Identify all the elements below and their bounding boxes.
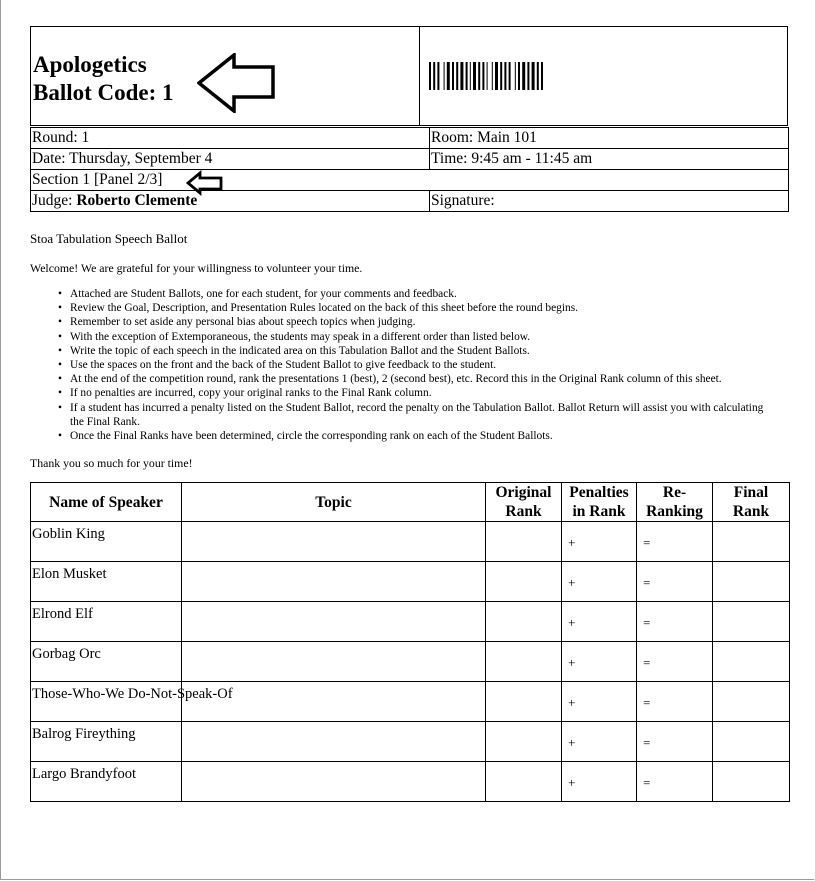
final-rank-cell[interactable] <box>713 522 790 562</box>
header-reranking <box>637 483 713 522</box>
header-penalties <box>562 483 637 522</box>
plus-sign: + <box>568 655 576 670</box>
equals-sign: = <box>643 655 651 670</box>
penalties-cell[interactable] <box>562 722 637 762</box>
header-name-of-speaker: Name of Speaker <box>31 483 182 522</box>
header-penalties-line2: in Rank <box>572 503 626 520</box>
barcode-icon <box>429 62 569 92</box>
table-row <box>31 522 790 562</box>
barcode-bar <box>470 62 471 90</box>
original-rank-cell[interactable] <box>486 682 562 722</box>
thank-you-text: Thank you so much for your time! <box>30 456 193 470</box>
speaker-name: Those-Who-We Do-Not-Speak-Of <box>32 686 233 702</box>
reranking-cell[interactable] <box>637 722 713 762</box>
header-original-rank <box>486 483 562 522</box>
final-rank-cell[interactable] <box>713 762 790 802</box>
event-title-block <box>33 51 174 107</box>
table-row <box>31 642 790 682</box>
penalties-cell[interactable] <box>562 522 637 562</box>
instruction-item: • Once the Final Ranks have been determined, circle the corresponding rank on each of the Student Ballots. <box>70 429 770 443</box>
barcode-bar <box>482 62 484 90</box>
speaker-name-cell <box>31 682 233 722</box>
final-rank-cell[interactable] <box>713 722 790 762</box>
barcode-bar <box>492 62 493 90</box>
penalties-cell[interactable] <box>562 682 637 722</box>
header-final-line2: Rank <box>732 503 770 520</box>
plus-sign: + <box>568 535 576 550</box>
instruction-item: • Review the Goal, Description, and Presentation Rules located on the back of this sheet before the round begins. <box>70 301 770 315</box>
table-row <box>31 562 790 602</box>
barcode-bar <box>537 62 539 90</box>
barcode-bar <box>444 62 445 90</box>
plus-sign: + <box>568 695 576 710</box>
section-cell: Section 1 [Panel 2/3] <box>31 170 789 191</box>
original-rank-cell[interactable] <box>486 642 562 682</box>
judge-name: Roberto Clemente <box>76 192 198 209</box>
ballot-type-title: Stoa Tabulation Speech Ballot <box>30 231 188 246</box>
table-row <box>31 722 790 762</box>
penalties-cell[interactable] <box>562 762 637 802</box>
round-cell: Round: 1 <box>31 128 430 149</box>
header-penalties-line1: Penalties <box>569 484 629 501</box>
barcode-bar <box>500 62 502 90</box>
original-rank-cell[interactable] <box>486 762 562 802</box>
header-reranking-line2: Ranking <box>646 503 703 520</box>
barcode-bar <box>527 62 529 90</box>
header-divider <box>419 27 420 125</box>
barcode-bar <box>473 62 476 90</box>
barcode-bar <box>466 62 468 90</box>
barcode-bar <box>504 62 506 90</box>
reranking-cell[interactable] <box>637 762 713 802</box>
judge-cell <box>31 191 430 212</box>
ballot-header <box>30 26 788 126</box>
instruction-item: • Use the spaces on the front and the back of the Student Ballot to give feedback to the student. <box>70 358 770 372</box>
speaker-name: Goblin King <box>32 526 105 542</box>
speaker-name: Gorbag Orc <box>32 646 101 662</box>
barcode-bar <box>437 62 439 90</box>
barcode-bar <box>541 62 543 90</box>
left-arrow-annotation-icon <box>197 53 277 113</box>
topic-cell[interactable] <box>182 522 486 562</box>
reranking-cell[interactable] <box>637 562 713 602</box>
barcode-bar <box>509 62 511 90</box>
speaker-name-cell <box>31 722 182 762</box>
final-rank-cell[interactable] <box>713 602 790 642</box>
instruction-item: • Attached are Student Ballots, one for each student, for your comments and feedback. <box>70 287 770 301</box>
barcode-bar <box>433 62 435 90</box>
table-row <box>31 602 790 642</box>
instruction-item: • At the end of the competition round, rank the presentations 1 (best), 2 (second best), etc. Record this in the Original Rank column of this sheet. <box>70 372 770 386</box>
penalties-cell[interactable] <box>562 642 637 682</box>
barcode-bar <box>495 62 498 90</box>
barcode-bar <box>429 62 431 90</box>
room-cell: Room: Main 101 <box>430 128 789 149</box>
table-row <box>31 762 790 802</box>
penalties-cell[interactable] <box>562 562 637 602</box>
barcode-bar <box>456 62 458 90</box>
original-rank-cell[interactable] <box>486 522 562 562</box>
speaker-name-cell <box>31 642 182 682</box>
speaker-name-cell <box>31 562 182 602</box>
barcode-bar <box>522 62 525 90</box>
barcode-bar <box>515 62 516 90</box>
equals-sign: = <box>643 695 651 710</box>
original-rank-cell[interactable] <box>486 722 562 762</box>
penalties-cell[interactable] <box>562 602 637 642</box>
time-cell: Time: 9:45 am - 11:45 am <box>430 149 789 170</box>
barcode-bar <box>478 62 480 90</box>
instruction-item: • If a student has incurred a penalty listed on the Student Ballot, record the penalty on the Tabulation Ballot. Ballot Return will assist you with calculating the Final Rank. <box>70 401 770 429</box>
speaker-name: Largo Brandyfoot <box>32 766 137 782</box>
header-final-line1: Final <box>733 484 769 501</box>
topic-cell[interactable] <box>182 602 486 642</box>
equals-sign: = <box>643 735 651 750</box>
final-rank-cell[interactable] <box>713 642 790 682</box>
event-name: Apologetics <box>33 52 147 77</box>
table-header-row <box>31 483 790 522</box>
instruction-item: • Remember to set aside any personal bias about speech topics when judging. <box>70 315 770 329</box>
header-original-line2: Rank <box>505 503 542 520</box>
equals-sign: = <box>643 535 651 550</box>
topic-cell[interactable] <box>182 722 486 762</box>
plus-sign: + <box>568 575 576 590</box>
plus-sign: + <box>568 615 576 630</box>
reranking-cell[interactable] <box>637 522 713 562</box>
barcode-bar <box>460 62 463 90</box>
instruction-item: • Write the topic of each speech in the indicated area on this Tabulation Ballot and the Student Ballots. <box>70 344 770 358</box>
header-original-line1: Original <box>495 484 552 501</box>
topic-cell[interactable] <box>182 562 486 602</box>
final-rank-cell[interactable] <box>713 682 790 722</box>
ballot-info-table <box>30 127 789 212</box>
header-topic: Topic <box>182 483 486 522</box>
speaker-name-cell <box>31 762 182 802</box>
table-row <box>31 682 790 722</box>
ballot-code: Ballot Code: 1 <box>33 80 174 105</box>
topic-cell[interactable] <box>182 642 486 682</box>
reranking-cell[interactable] <box>637 602 713 642</box>
barcode-bar <box>518 62 520 90</box>
topic-cell[interactable] <box>182 762 486 802</box>
speaker-ranking-table <box>30 482 790 802</box>
instruction-item: • With the exception of Extemporaneous, the students may speak in a different order than listed below. <box>70 330 770 344</box>
speaker-name: Elon Musket <box>32 566 107 582</box>
speaker-name: Elrond Elf <box>32 606 93 622</box>
header-reranking-line1: Re- <box>662 484 687 501</box>
original-rank-cell[interactable] <box>486 602 562 642</box>
speaker-name-cell <box>31 602 182 642</box>
date-cell: Date: Thursday, September 4 <box>31 149 430 170</box>
barcode-bar <box>452 62 454 90</box>
reranking-cell[interactable] <box>637 682 713 722</box>
speaker-name: Balrog Fireything <box>32 726 136 742</box>
header-final-rank <box>713 483 790 522</box>
equals-sign: = <box>643 575 651 590</box>
instructions-list <box>30 287 770 443</box>
barcode-bar <box>487 62 488 90</box>
judge-label: Judge: <box>32 192 73 209</box>
instruction-item: • If no penalties are incurred, copy your original ranks to the Final Rank column. <box>70 386 770 400</box>
original-rank-cell[interactable] <box>486 562 562 602</box>
equals-sign: = <box>643 615 651 630</box>
final-rank-cell[interactable] <box>713 562 790 602</box>
plus-sign: + <box>568 735 576 750</box>
plus-sign: + <box>568 775 576 790</box>
signature-cell: Signature: <box>430 191 789 212</box>
welcome-text: Welcome! We are grateful for your willingness to volunteer your time. <box>30 261 363 275</box>
left-arrow-annotation-small-icon <box>186 170 224 196</box>
reranking-cell[interactable] <box>637 642 713 682</box>
speaker-name-cell <box>31 522 182 562</box>
equals-sign: = <box>643 775 651 790</box>
barcode-bar <box>447 62 450 90</box>
barcode-bar <box>532 62 535 90</box>
